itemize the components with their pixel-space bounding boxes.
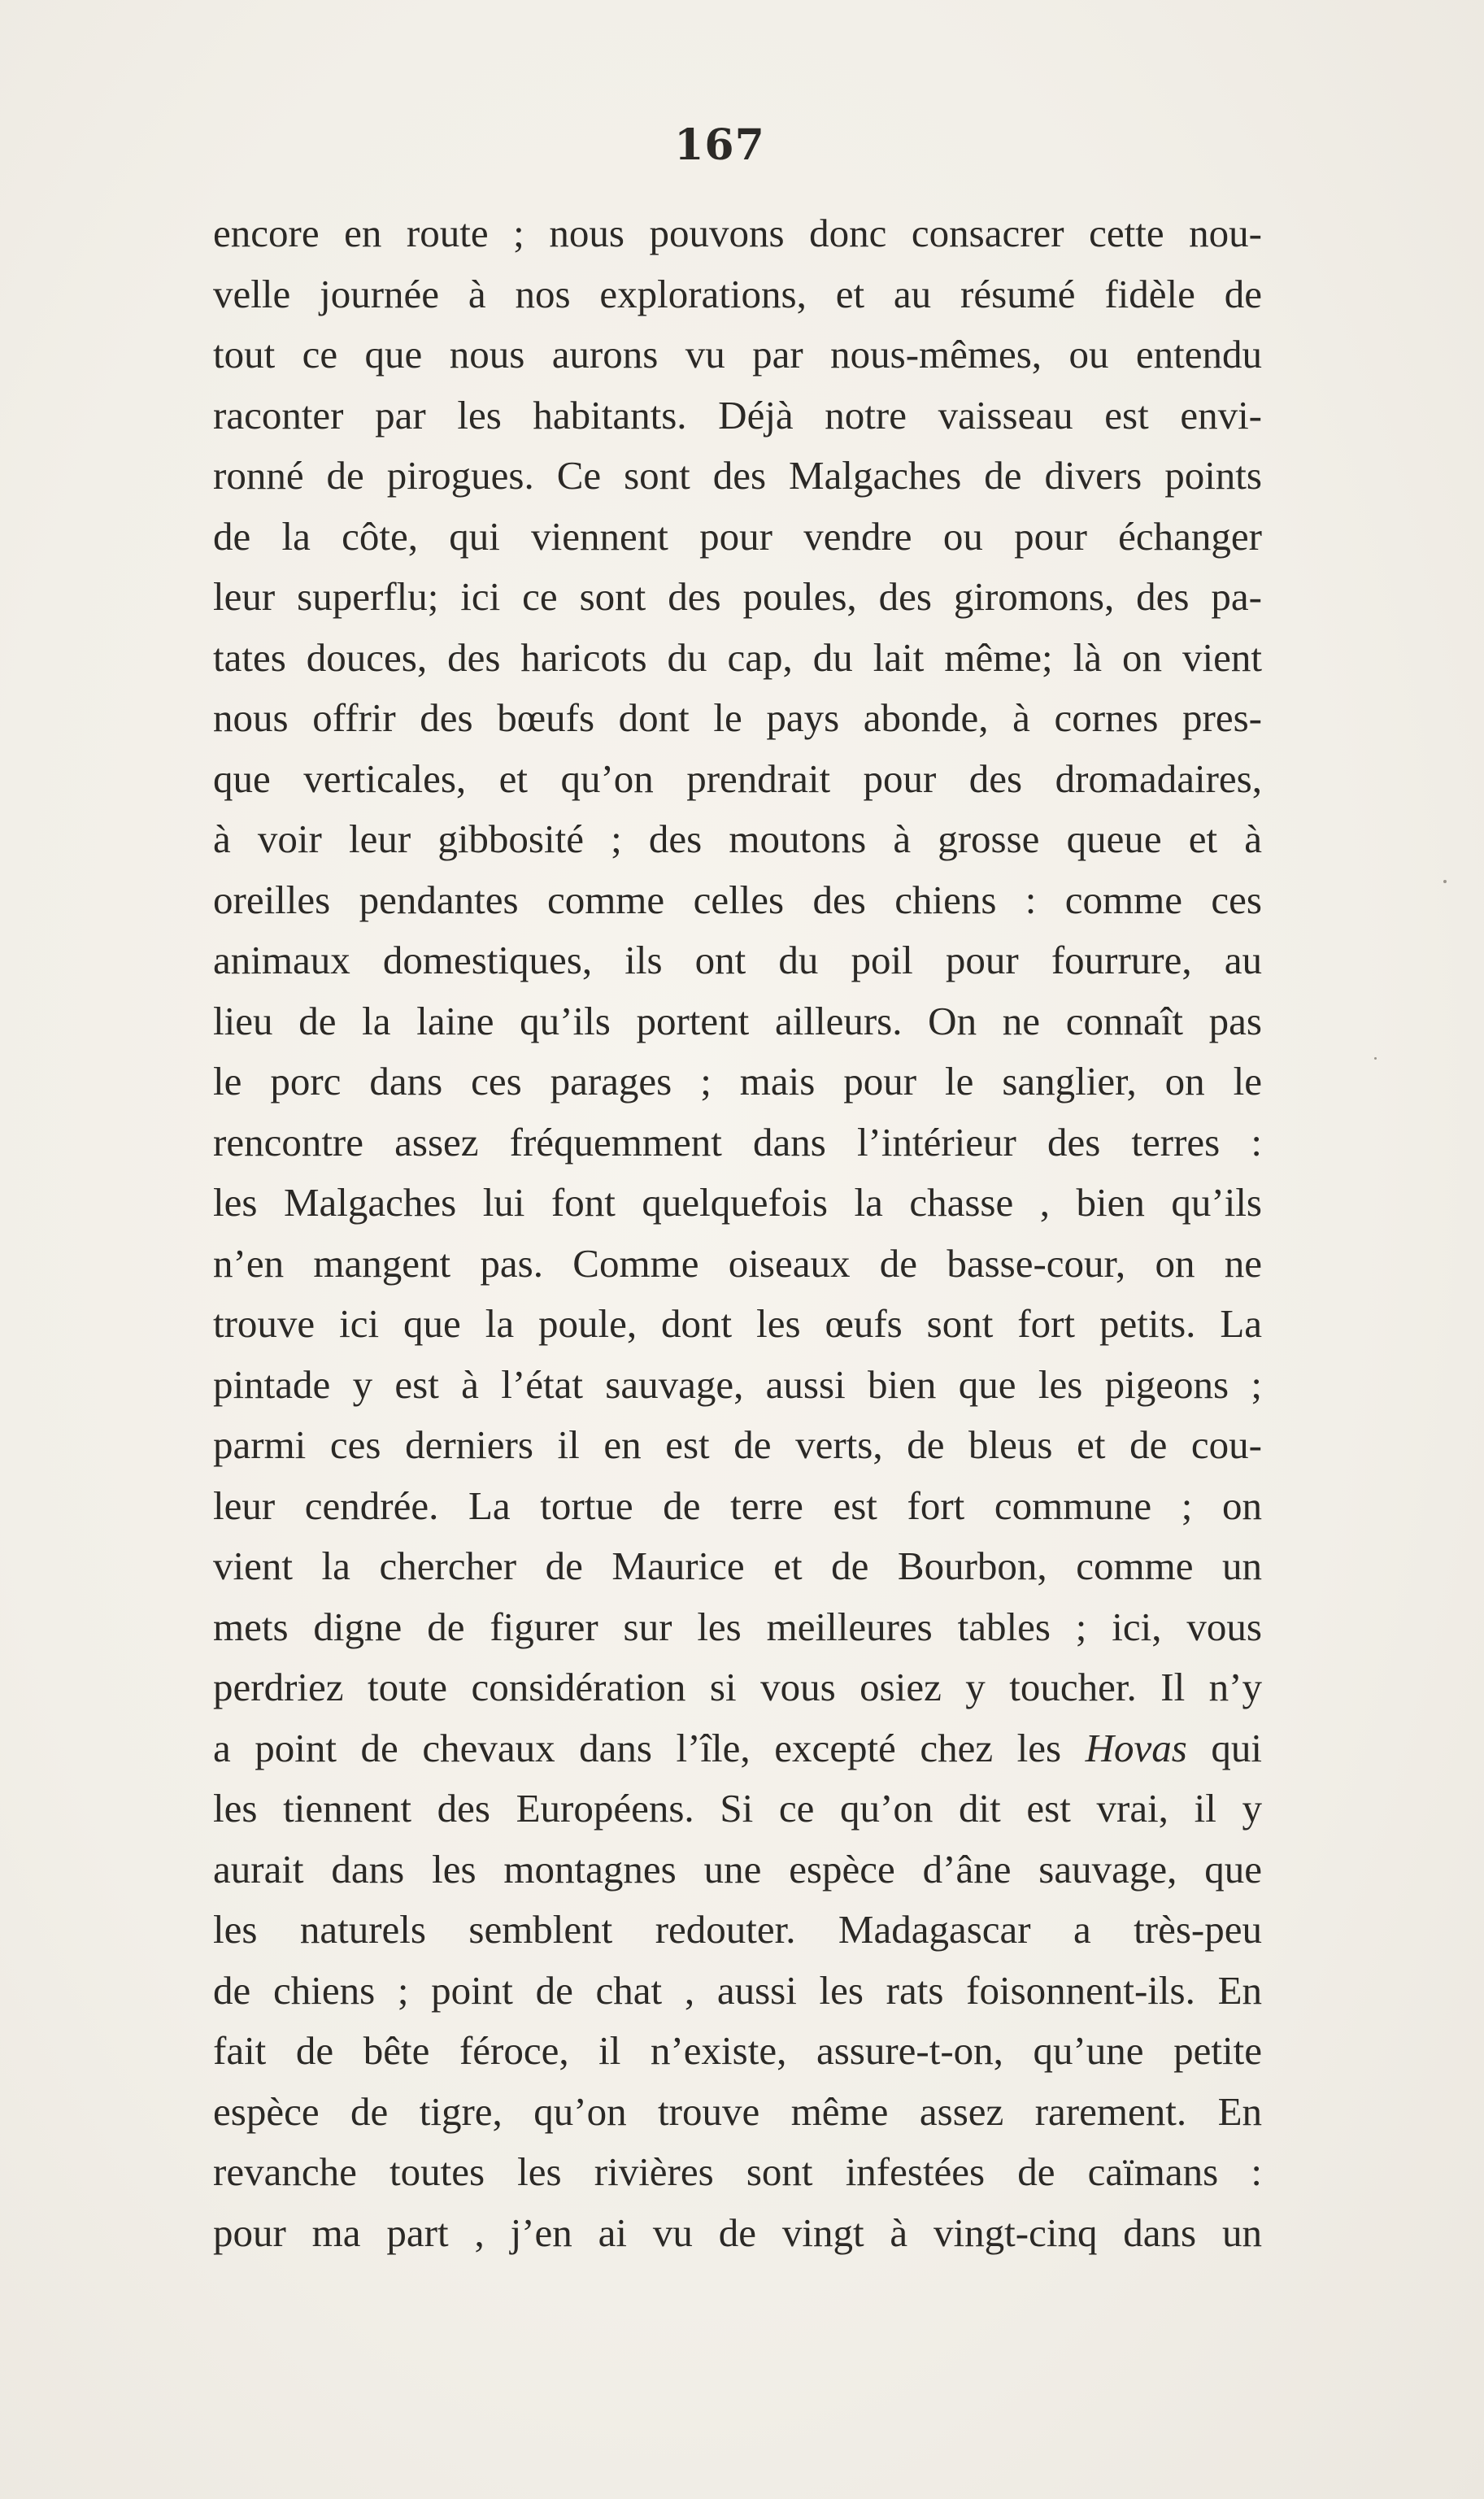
text-line: encore en route ; nous pouvons donc consacrer cette nou- xyxy=(213,211,1262,255)
text-line: leur superflu; ici ce sont des poules, des giromons, des pa- xyxy=(213,574,1262,619)
text-line: parmi ces derniers il en est de verts, de bleus et de cou- xyxy=(213,1422,1262,1467)
text-line: fait de bête féroce, il n’existe, assure-t-on, qu’une petite xyxy=(213,2028,1262,2073)
text-line: de chiens ; point de chat , aussi les rats foisonnent-ils. En xyxy=(213,1967,1262,2013)
text-line: de la côte, qui viennent pour vendre ou pour échanger xyxy=(213,513,1262,559)
body-text xyxy=(213,203,1262,2263)
text-line: espèce de tigre, qu’on trouve même assez rarement. En xyxy=(213,2088,1262,2134)
italic-word: Hovas xyxy=(1085,1725,1187,1770)
text-line: les Malgaches lui font quelquefois la chasse , bien qu’ils xyxy=(213,1180,1262,1225)
text-line: vient la chercher de Maurice et de Bourbon, comme un xyxy=(213,1543,1262,1588)
text-line: trouve ici que la poule, dont les œufs sont fort petits. La xyxy=(213,1301,1262,1346)
text-line: lieu de la laine qu’ils portent ailleurs. On ne connaît pas xyxy=(213,998,1262,1043)
text-segment: a point de chevaux dans l’île, excepté chez les xyxy=(213,1725,1086,1770)
paper-speck xyxy=(1443,880,1447,883)
text-line: oreilles pendantes comme celles des chiens : comme ces xyxy=(213,877,1262,922)
text-line: ronné de pirogues. Ce sont des Malgaches de divers points xyxy=(213,453,1262,498)
text-line: leur cendrée. La tortue de terre est fort commune ; on xyxy=(213,1482,1262,1528)
text-line: pour ma part , j’en ai vu de vingt à vingt-cinq dans un xyxy=(213,2209,1262,2255)
paper-speck xyxy=(1374,1057,1377,1060)
text-line: les naturels semblent redouter. Madagascar a très-peu xyxy=(213,1907,1262,1952)
text-line: aurait dans les montagnes une espèce d’âne sauvage, que xyxy=(213,1846,1262,1892)
text-line: nous offrir des bœufs dont le pays abonde, à cornes pres- xyxy=(213,695,1262,740)
text-line-with-italic xyxy=(213,1718,1262,1779)
text-segment: qui xyxy=(1186,1725,1262,1770)
text-line: rencontre assez fréquemment dans l’intérieur des terres : xyxy=(213,1119,1262,1165)
text-line: les tiennent des Européens. Si ce qu’on dit est vrai, il y xyxy=(213,1786,1262,1831)
text-line: perdriez toute considération si vous osiez y toucher. Il n’y xyxy=(213,1665,1262,1709)
text-line: à voir leur gibbosité ; des moutons à grosse queue et à xyxy=(213,816,1262,861)
text-line: que verticales, et qu’on prendrait pour des dromadaires, xyxy=(213,755,1262,801)
text-line: n’en mangent pas. Comme oiseaux de basse-cour, on ne xyxy=(213,1240,1262,1286)
text-line: raconter par les habitants. Déjà notre vaisseau est envi- xyxy=(213,392,1262,438)
page-number: 167 xyxy=(674,120,765,170)
text-line: mets digne de figurer sur les meilleures tables ; ici, vous xyxy=(213,1604,1262,1649)
text-line: velle journée à nos explorations, et au résumé fidèle de xyxy=(213,271,1262,316)
text-line: animaux domestiques, ils ont du poil pour fourrure, au xyxy=(213,938,1262,982)
text-line: pintade y est à l’état sauvage, aussi bien que les pigeons ; xyxy=(213,1361,1262,1407)
text-line: tates douces, des haricots du cap, du lait même; là on vient xyxy=(213,634,1262,680)
text-line: revanche toutes les rivières sont infestées de caïmans : xyxy=(213,2149,1262,2194)
text-line: le porc dans ces parages ; mais pour le sanglier, on le xyxy=(213,1059,1262,1104)
text-line: tout ce que nous aurons vu par nous-mêmes, ou entendu xyxy=(213,332,1262,377)
